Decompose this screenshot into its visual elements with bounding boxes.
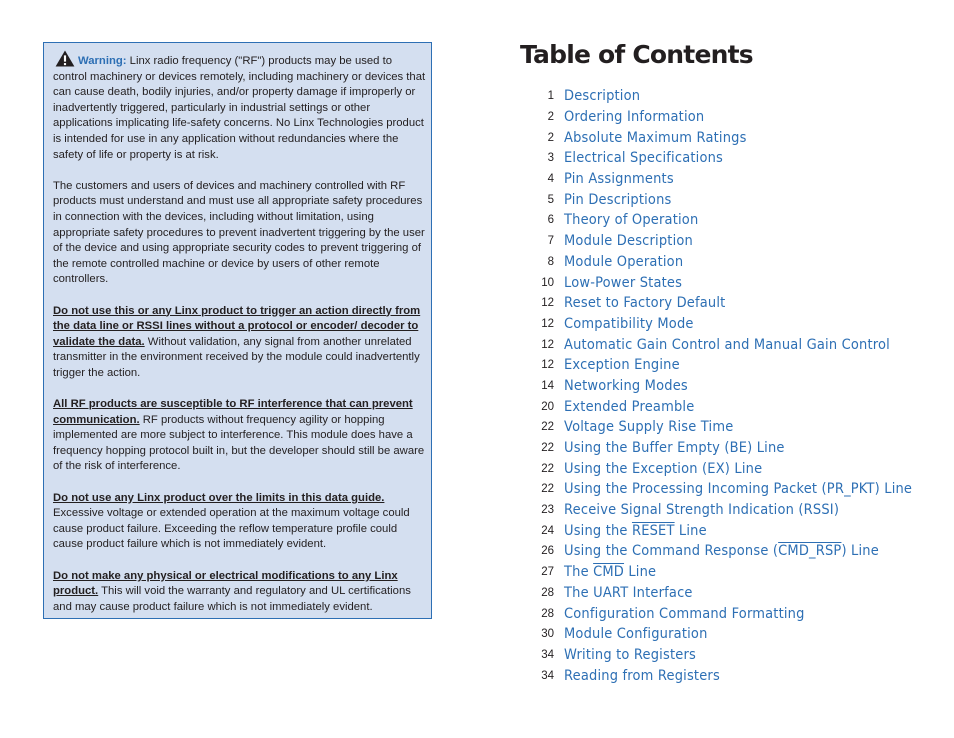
toc-entry-exception-engine[interactable] xyxy=(520,355,940,376)
warning-paragraph-6 xyxy=(53,569,427,616)
toc-link[interactable]: Configuration Command Formatting xyxy=(564,605,805,622)
toc-entry-module-description[interactable] xyxy=(520,231,940,252)
toc-entry-pr-pkt-line[interactable] xyxy=(520,479,940,500)
toc-entry-cmd-line[interactable] xyxy=(520,562,940,583)
toc-entry-configuration-command-formatting[interactable] xyxy=(520,603,940,624)
toc-link[interactable]: Using the Exception (EX) Line xyxy=(564,460,763,477)
toc-link[interactable]: Writing to Registers xyxy=(564,646,696,663)
warning-p4-bold: All RF products are susceptible to RF interference that can prevent communication. xyxy=(53,398,413,426)
toc-entry-reading-from-registers[interactable] xyxy=(520,665,940,686)
warning-triangle-icon xyxy=(54,50,76,67)
toc-link[interactable]: Module Description xyxy=(564,233,693,250)
toc-page-number: 1 xyxy=(547,90,554,103)
toc-page-number: 20 xyxy=(541,400,554,413)
toc-page-number: 10 xyxy=(541,276,554,289)
warning-p6-text: This will void the warranty and regulatory and UL certifications and may cause product failure which is not immediately evident. xyxy=(53,585,411,613)
toc-entry-extended-preamble[interactable] xyxy=(520,396,940,417)
warning-text xyxy=(53,50,427,615)
toc-link[interactable]: Module Operation xyxy=(564,253,684,270)
toc-link[interactable]: Low-Power States xyxy=(564,274,683,291)
toc-link[interactable]: Absolute Maximum Ratings xyxy=(564,129,747,146)
warning-paragraph-2: The customers and users of devices and machinery controlled with RF products must understand and must use all appropriate safety procedures in connection with the devices, including without limitation, using appropriate safety procedures to prevent inadvertent triggering by the user of the device and using appropriate security codes to prevent triggering of the remote controlled machine or device by users of other remote controllers. xyxy=(53,179,425,286)
toc-page-number: 4 xyxy=(547,173,554,186)
toc-page-number: 12 xyxy=(541,359,554,372)
toc-entry-compatibility-mode[interactable] xyxy=(520,314,940,335)
toc-page-number: 5 xyxy=(547,193,554,206)
warning-p5-text: Excessive voltage or extended operation at the maximum voltage could cause product failure. Exceeding the reflow temperature profile could cause product failure which is not immediately evident. xyxy=(53,507,410,551)
toc-page-number: 12 xyxy=(541,338,554,351)
toc-page-number: 2 xyxy=(547,131,554,144)
warning-paragraph-1 xyxy=(53,50,427,163)
toc-link[interactable]: Compatibility Mode xyxy=(564,315,694,332)
toc-page-number: 24 xyxy=(541,524,554,537)
toc-entry-low-power-states[interactable] xyxy=(520,272,940,293)
toc-page-number: 27 xyxy=(541,566,554,579)
toc-page-number: 34 xyxy=(541,669,554,682)
toc-page-number: 12 xyxy=(541,297,554,310)
warning-box xyxy=(43,42,432,619)
warning-label: Warning: xyxy=(78,55,127,67)
toc-link-text: Line xyxy=(674,522,707,539)
toc-entry-reset-line[interactable] xyxy=(520,520,940,541)
toc-entry-module-configuration[interactable] xyxy=(520,624,940,645)
toc-page-number: 8 xyxy=(547,255,554,268)
toc-entry-buffer-empty-line[interactable] xyxy=(520,438,940,459)
toc-link[interactable]: Electrical Specifications xyxy=(564,150,724,167)
toc-link[interactable]: Pin Assignments xyxy=(564,171,674,188)
toc-link[interactable] xyxy=(564,543,879,559)
toc-page-number: 2 xyxy=(547,111,554,124)
toc-link-text: Line xyxy=(624,564,657,581)
toc-link[interactable]: Voltage Supply Rise Time xyxy=(564,419,734,436)
toc-link-overlined-text: RESET xyxy=(631,522,675,539)
toc-link[interactable]: Exception Engine xyxy=(564,357,680,374)
toc-entry-description[interactable] xyxy=(520,86,940,107)
toc-link-text: ) Line xyxy=(841,543,879,560)
toc-entry-absolute-maximum-ratings[interactable] xyxy=(520,127,940,148)
toc-page-number: 14 xyxy=(541,379,554,392)
warning-p1-text: used to control machinery or devices remotely, including machinery or devices that can cause death, bodily injuries, and/or property damage if improperly or inadvertently triggered, particularly in industrial settings or other applications implicating life-safety concerns. No Linx Technologies product is intended for use in any application without redundancies where the safety of life or property is at risk. xyxy=(53,55,426,161)
toc-entry-pin-assignments[interactable] xyxy=(520,169,940,190)
toc-entry-electrical-specifications[interactable] xyxy=(520,148,940,169)
toc-link-text: Using the Command Response ( xyxy=(564,543,779,560)
toc-link[interactable]: Extended Preamble xyxy=(564,398,695,415)
toc-link[interactable]: Using the Processing Incoming Packet (PR_PKT) Line xyxy=(564,481,913,498)
toc-link-overlined-text: CMD_RSP xyxy=(778,543,842,560)
toc-entry-cmd-rsp-line[interactable] xyxy=(520,541,940,562)
toc-page-number: 34 xyxy=(541,648,554,661)
toc-entry-ordering-information[interactable] xyxy=(520,107,940,128)
toc-link-text: Using the xyxy=(564,522,632,539)
toc-link[interactable] xyxy=(564,523,707,539)
toc-link[interactable]: Automatic Gain Control and Manual Gain Control xyxy=(564,336,890,353)
toc-link[interactable]: Ordering Information xyxy=(564,109,705,126)
toc-link[interactable]: Networking Modes xyxy=(564,377,688,394)
toc-entry-module-operation[interactable] xyxy=(520,252,940,273)
toc-page-number: 7 xyxy=(547,235,554,248)
toc-link-text: The xyxy=(564,564,594,581)
toc-link[interactable]: Reading from Registers xyxy=(564,667,720,684)
toc-page-number: 28 xyxy=(541,607,554,620)
toc-entry-theory-of-operation[interactable] xyxy=(520,210,940,231)
warning-p6-bold: Do not make any physical or electrical modifications to any Linx product. xyxy=(53,569,398,598)
toc-entry-uart-interface[interactable] xyxy=(520,583,940,604)
toc-page-number: 28 xyxy=(541,586,554,599)
warning-p5-bold: Do not use any Linx product over the limits in this data guide. xyxy=(53,491,385,504)
toc-entry-networking-modes[interactable] xyxy=(520,376,940,397)
toc-page-number: 23 xyxy=(541,504,554,517)
toc-link[interactable] xyxy=(564,564,656,580)
toc-link[interactable]: Using the Buffer Empty (BE) Line xyxy=(564,440,785,457)
toc-page-number: 22 xyxy=(541,483,554,496)
warning-paragraph-3 xyxy=(53,304,427,382)
toc-link-overlined-text: $\overline{CMD}$ xyxy=(593,564,625,581)
toc-link[interactable]: Theory of Operation xyxy=(564,212,699,229)
warning-paragraph-5 xyxy=(53,491,427,553)
toc-page-number: 22 xyxy=(541,442,554,455)
toc-page-number: 26 xyxy=(541,545,554,558)
toc-list xyxy=(520,86,940,686)
toc-page-number: 30 xyxy=(541,628,554,641)
toc-page-number: 3 xyxy=(547,152,554,165)
toc-link[interactable]: Receive Signal Strength Indication (RSSI) xyxy=(564,502,840,519)
toc-entry-gain-control[interactable] xyxy=(520,334,940,355)
toc-link[interactable]: The UART Interface xyxy=(564,584,693,601)
toc-page-number: 22 xyxy=(541,462,554,475)
toc-page-number: 12 xyxy=(541,317,554,330)
warning-p4-text: RF products without frequency agility or hopping implemented are more subject to interference. This module does have a frequency hopping protocol built in, but the developer should still be aware of the risk of interference. xyxy=(53,413,425,473)
toc-entry-reset-to-factory-default[interactable] xyxy=(520,293,940,314)
toc-link[interactable]: Description xyxy=(564,88,641,105)
warning-p3-bold: Do not use this or any Linx product to trigger an action directly from the data line or RSSI lines without a protocol or encoder/ decoder to validate the data. xyxy=(53,304,421,348)
toc-page-number: 22 xyxy=(541,421,554,434)
toc-title: Table of Contents xyxy=(520,40,753,69)
warning-paragraph-4 xyxy=(53,397,427,475)
toc-link[interactable]: Pin Descriptions xyxy=(564,191,672,208)
toc-entry-writing-to-registers[interactable] xyxy=(520,645,940,666)
toc-entry-voltage-supply-rise-time[interactable] xyxy=(520,417,940,438)
warning-lead-line: Linx radio frequency ("RF") products may be xyxy=(129,55,352,67)
toc-link[interactable]: Reset to Factory Default xyxy=(564,295,726,312)
toc-page-number: 6 xyxy=(547,214,554,227)
toc-link[interactable]: Module Configuration xyxy=(564,626,708,643)
toc-entry-rssi[interactable] xyxy=(520,500,940,521)
toc-entry-exception-line[interactable] xyxy=(520,458,940,479)
toc-entry-pin-descriptions[interactable] xyxy=(520,189,940,210)
warning-p3-text: Without validation, any signal from another unrelated transmitter in the environment received by the module could inadvertently trigger the action. xyxy=(53,335,420,379)
